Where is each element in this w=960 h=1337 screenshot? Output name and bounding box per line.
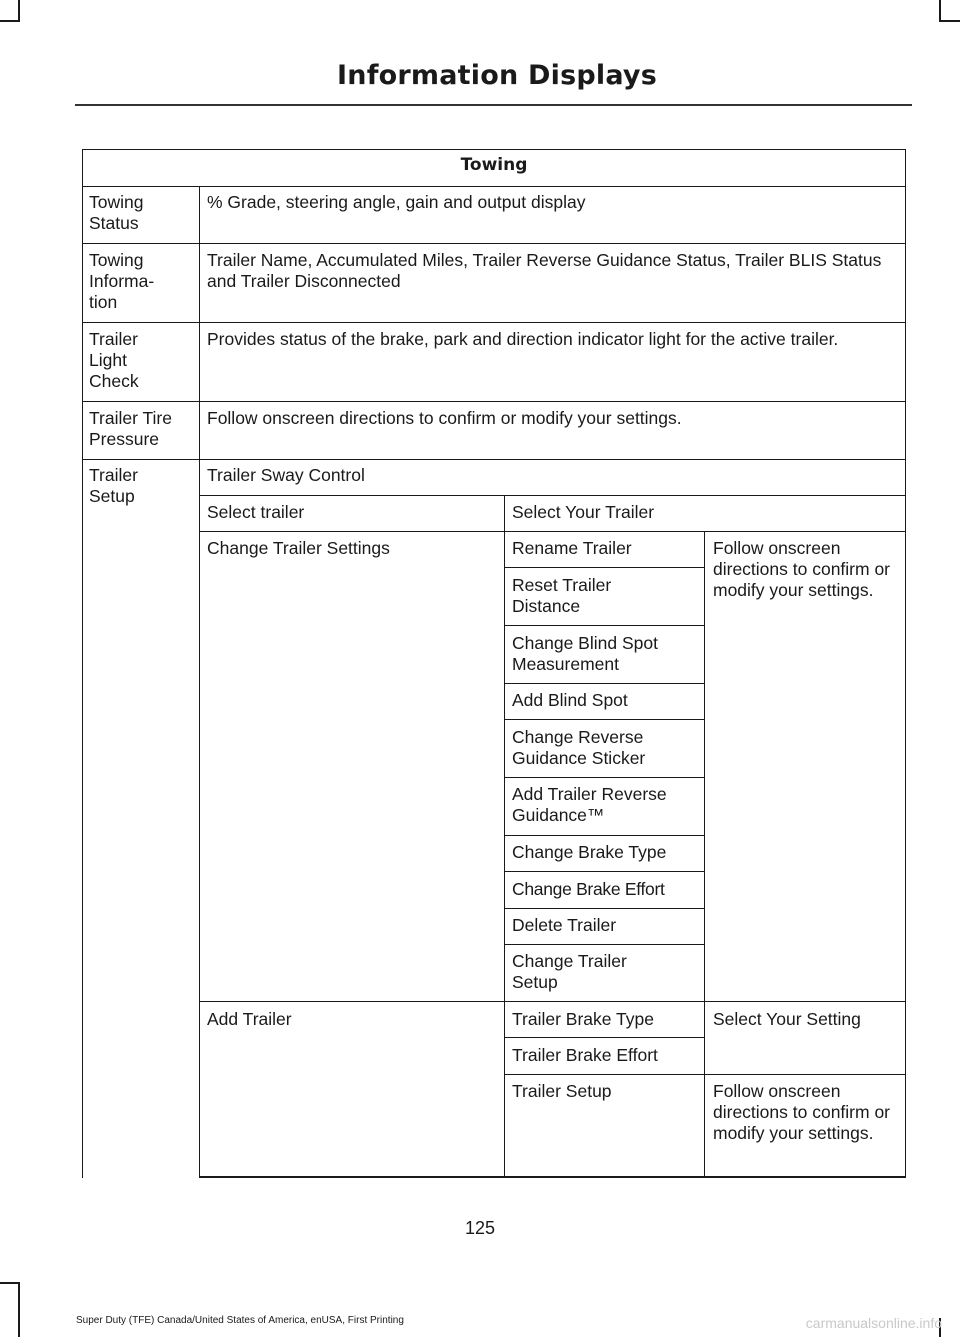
subgrid-rule	[199, 1001, 906, 1002]
item-divider	[504, 777, 704, 778]
row-label: Towing Status	[89, 192, 144, 233]
table-title: Towing	[460, 155, 528, 175]
change-settings-item: Change Brake Effort	[512, 879, 665, 899]
row-description: Trailer Sway Control	[207, 465, 365, 485]
add-trailer-result: Follow onscreen directions to confirm or modify your settings.	[713, 1081, 891, 1143]
row-label: Trailer Setup	[89, 465, 138, 506]
item-divider	[504, 625, 704, 626]
row-label: Trailer Tire Pressure	[89, 408, 172, 449]
subgrid-rule	[199, 531, 906, 532]
crop-mark	[0, 20, 20, 22]
table-bottom-rule	[199, 1176, 906, 1178]
crop-mark	[18, 1282, 20, 1337]
page-title: Information Displays	[337, 60, 657, 91]
item-divider	[504, 1037, 704, 1038]
subgrid-rule	[199, 495, 906, 496]
row-description: Provides status of the brake, park and direction indicator light for the active trailer.	[207, 329, 839, 349]
row-label: Towing Informa-tion	[89, 250, 155, 312]
add-trailer-item: Trailer Setup	[512, 1081, 612, 1101]
item-divider	[504, 683, 704, 684]
change-settings-item: Change Brake Type	[512, 842, 667, 862]
row-label: Trailer Light Check	[89, 329, 139, 391]
add-trailer-item: Trailer Brake Type	[512, 1009, 654, 1029]
crop-mark	[939, 20, 960, 22]
change-settings-item: Delete Trailer	[512, 915, 617, 935]
item-divider	[504, 944, 704, 945]
change-settings-result: Follow onscreen directions to confirm or modify your settings.	[713, 538, 891, 600]
watermark: carmanualsonline.info	[805, 1315, 942, 1331]
add-trailer-label: Add Trailer	[207, 1009, 292, 1029]
footer-text: Super Duty (TFE) Canada/United States of America, enUSA, First Printing	[76, 1315, 404, 1326]
table-border-top	[82, 149, 906, 150]
item-divider	[504, 835, 704, 836]
title-divider	[75, 104, 912, 106]
row-divider	[82, 459, 906, 460]
table-border-left	[82, 149, 83, 1178]
item-divider	[504, 908, 704, 909]
change-settings-label: Change Trailer Settings	[207, 538, 390, 558]
item-divider	[504, 719, 704, 720]
change-settings-item: Add Blind Spot	[512, 690, 628, 710]
towing-table	[82, 149, 906, 1178]
page-number: 125	[464, 1218, 496, 1238]
crop-mark	[18, 0, 20, 22]
select-trailer-action: Select Your Trailer	[512, 502, 655, 522]
change-settings-item: Change Trailer Setup	[512, 951, 627, 992]
row-divider	[82, 186, 906, 187]
change-settings-item: Change Reverse Guidance Sticker	[512, 727, 646, 768]
select-trailer-label: Select trailer	[207, 502, 305, 522]
row-divider	[82, 243, 906, 244]
row-divider	[82, 322, 906, 323]
change-settings-item: Rename Trailer	[512, 538, 632, 558]
item-divider	[504, 567, 704, 568]
add-trailer-item: Trailer Brake Effort	[512, 1045, 658, 1065]
item-divider	[504, 871, 704, 872]
crop-mark	[0, 1282, 20, 1284]
row-description: % Grade, steering angle, gain and output display	[207, 192, 586, 212]
subgrid-column	[704, 531, 705, 1177]
change-settings-item: Change Blind Spot Measurement	[512, 633, 658, 674]
table-border-right	[905, 149, 906, 1178]
change-settings-item: Reset Trailer Distance	[512, 575, 612, 616]
item-divider	[504, 1074, 906, 1075]
column-divider	[199, 186, 200, 1177]
change-settings-item: Add Trailer Reverse Guidance™	[512, 784, 667, 825]
row-divider	[82, 401, 906, 402]
add-trailer-result: Select Your Setting	[713, 1009, 861, 1029]
crop-mark	[939, 0, 941, 22]
row-description: Trailer Name, Accumulated Miles, Trailer Reverse Guidance Status, Trailer BLIS Status and Trailer Disconnected	[207, 250, 882, 291]
row-description: Follow onscreen directions to confirm or modify your settings.	[207, 408, 682, 428]
